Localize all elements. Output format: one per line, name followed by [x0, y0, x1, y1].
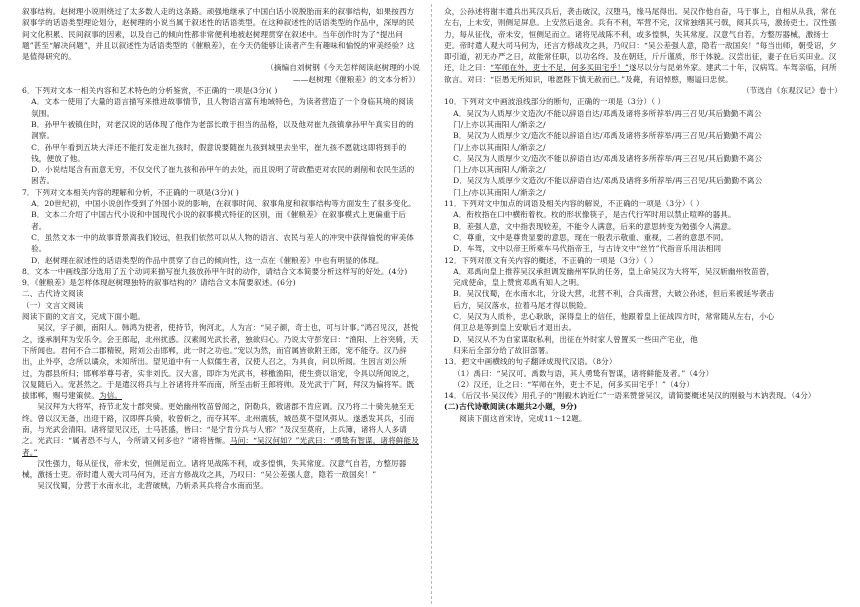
right-column [444, 6, 842, 604]
section-2-heading: 二、古代诗文阅读 [22, 289, 84, 299]
q7-option-b: B．文本二介绍了中国古代小说和中国现代小说的叙事模式特征的区别，而《催粮差》在叙事模式上更偏重于后者。 [31, 210, 407, 231]
classical-text-p2-body: 吴汉拜为大将军，持节北发十郡突骑。更始幽州牧苗曾闻之，阴勒兵，敕诸郡不肯应调。汉乃将二十骑先驰至无终。曾以汉无备，出迎于路，汉即挥兵骑，收曾斩之，而夺其军。北州震骇，城邑莫不望风弭从。遂悉发其兵，引而南，与光武会清阳。诸将望见汉还，士马甚盛，皆曰：“是宁肯分兵与人邪？”及汉至莫府，上兵簿，诸将人人多请之。光武曰：“属者恐不与人，今所请又何多也？”诸将皆惭。 [22, 402, 415, 446]
q12-option-a-line1: A．邓禹向皇上推荐吴汉承担调发幽州军队的任务，皇上命吴汉为大将军，吴汉斩幽州牧苗曾， [453, 266, 775, 276]
question-10: 10．下列对文中画波浪线部分的断句，正确的一项是（3分）（ ） [444, 97, 666, 107]
q12-option-b-line1: B．吴汉伐蜀，在水南水北，分设大营，北营不利，合兵南营，大破公孙述，但后来被延岑袭击 [453, 289, 775, 299]
q10-option-b-line2: 门/上亦以其南阳人/渐亲之/ [453, 142, 546, 152]
q12-option-c-line2: 伺卫总是等到皇上安歇后才退出去。 [453, 323, 577, 333]
question-12: 12．下列对原文有关内容的概述，不正确的一项是（3分）（ ） [444, 255, 658, 265]
classical-text-continued [444, 6, 842, 85]
q7-option-c: C．虽然文本一中的故事背景离我们较远，但我们依然可以从人物的语言、农民与差人的冲突中获得愉悦的审美体验。 [31, 232, 415, 254]
source-note-line2: ——赵树理《催粮差》的文本分析》） [293, 74, 420, 84]
q10-option-d-line2: 门上/亦以其南阳人/渐亲之/ [453, 187, 546, 197]
q11-option-c: C．尊重，文中是尊贵显要的意思，现在一般表示敬重、重视，二者的意思不同。 [453, 232, 729, 242]
classical-text-p2 [22, 401, 420, 457]
q6-option-c: C．孙甲午看到五块大洋还不能打发走崔九孩时，假意说要随崔九孩到城里去坐牢，崔九孩不愿就这即将到手的钱，便放了他。 [31, 142, 407, 163]
q6-option-a: A．文本一使用了大量的语言描写来推进故事情节，且人物语言富有地域特色，为读者营造了一个身临其境的阅读氛围。 [31, 97, 414, 118]
q10-option-c-line2: 门上/亦以其南阳人/渐亲之/ [453, 165, 546, 175]
column-divider [431, 4, 432, 604]
classical-text-p3: 汉性强力，每从征伐，帝未安，恒侧足而立。诸将见战陈不利，或多惶惧，失其常度。汉意气自若，方整厉器械，激扬士吏。帝时遣人观大司马何为，还言方修战攻之具，乃叹曰：“吴公差强人意，隐若一敌国矣！” [22, 458, 407, 480]
classical-text-cont-end: 遂尽以分与昆弟外家。建武二十年，汉病笃。车驾亲临，问所欲言。对曰：“臣愚无所知识，唯愿陛下慎无赦而已。”及薨，有诏悼愍，赐谥曰忠侯。 [444, 63, 837, 84]
q6-option-d: D．小说结尾含有而意无穷，不仅交代了崔九孩和孙甲午的去处，而且说明了苛政酷吏对农民的剥削和农民生活的困苦。 [31, 165, 415, 186]
q11-option-a: A．衔枚指在口中横衔着枚。枚的形状像筷子，是古代行军时用以禁止喧哗的器具。 [453, 210, 736, 220]
question-9: 9．《催粮差》是怎样体现赵树理独特的叙事结构的？请结合文本简要叙述。(6分) [22, 278, 296, 288]
q7-option-a: A．20世纪初，中国小说创作受到了外国小说的影响，在叙事时间、叙事角度和叙事结构等方面发生了很多变化。 [31, 199, 416, 209]
q7-option-d: D．赵树理在叙述性的话语类型的作品中贯穿了自己的倾向性，这一点在《催粮差》中也有明显的体现。 [31, 255, 384, 265]
essay-ending: 叙事结构。赵树理小说则绕过了太多数人走的这条路。顽强地继承了中国白话小说脱胎而来的叙事结构，如果按西方叙事学的话语类型理论划分，赵树理的小说当属于叙述性的话语类型。在这种叙述性的话语类型的作品中，深厚的民间文化积累、民间叙事的因素，以及自己的倾向性都非常便利地被赵树理贯穿在叙述中。当年创作时为了“提出问题”甚至“解决问题”，并且以叙述性为话语类型的《催粮差》，在今天仍能够让读者产生有趣味和愉悦的审美经验？这是值得研究的。 [22, 7, 415, 62]
question-11: 11．下列对文中加点的词语及相关内容的解说，不正确的一项是（3分）（ ） [444, 199, 704, 209]
source-note-line1: （摘编自刘树钢《今天怎样阅读赵树理的小说 [266, 63, 420, 73]
classical-text-p2-underline: 马问：“吴汉何如？”光武曰：“勇鸷有智谋，诸将鲜能及者。” [22, 436, 419, 457]
section-2b-heading: (二)古代诗歌阅读(本题共2小题，9分) [444, 402, 578, 412]
classical-text-p1-body: 吴汉，字子颜，南阳人。韩鸿为使者，使持节，徇河北，人为言：“吴子颜，奇士也，可与计事。”鸿召见汉，甚悦之，遂承制拜为安乐令。会王郎起，北州扰惑。汉素闻光武长者，独欲归心。乃说太守彭宠曰：“渔阳、上谷突骑，天下所闻也。君何不合二郡精锐，附刘公击邯郸，此一时之功也。”宠以为然，而官属皆欲附王郎，宠不能夺。汉乃辞出，止外亭，念所以谲众，未知所出。望见道中有一人似儒生者，汉使人召之，为具食，问以所闻。生因言刘公所过，为郡县所归；邯郸举尊号者，实非刘氏。汉大喜，即诈为光武书，移檄渔阳，使生赍以诣宠，令具以所闻说之，汉复随后入。宠甚然之。于是遣汉将兵与上谷诸将并军而南，所至击斩王郎将帅。及光武于广阿，拜汉为偏将军。既拔邯郸，赐号建策侯。 [22, 323, 419, 401]
q10-option-c-line1: C．吴汉为人质厚少文/造次不能以辞语自达/邓禹及诸将多所荐举/再三召见/其后勤勤不离公 [453, 153, 763, 163]
q10-option-d-line1: D．吴汉为人质厚少文造次/不能以辞语自达/邓禹及诸将多所荐举/再三召见/其后勤勤不离公 [453, 176, 763, 186]
q13-part-2: （2）汉还，让之曰：“军师在外，吏士不足，何多买田宅乎！”（4分） [453, 379, 695, 389]
q10-option-a-line2: 门/上亦以其南阳人/渐亲之/ [453, 119, 546, 129]
classical-text-cont-underline: “军师在外，吏士不足，何多买田宅乎！” [490, 63, 629, 73]
left-column [22, 6, 420, 604]
question-14: 14．《后汉书·吴汉传》用孔子的“刚毅木讷近仁”一语来赞誉吴汉，请简要概述吴汉的刚毅与木讷表现。（4分） [444, 391, 816, 401]
q12-option-c-line1: C．吴汉为人质朴，忠心耿耿，深得皇上的信任，他跟着皇上征战四方时，常常随从左右，小心 [453, 312, 775, 322]
q12-option-d-line2: 归来后全部分给了故旧部署。 [453, 345, 554, 355]
classical-text-p4: 吴汉伐蜀，分营于水南水北，北营破贼，乃斩杀其兵将合水南而坚。 [37, 481, 268, 491]
reading-instruction: 阅读下面的文言文，完成下面小题。 [22, 312, 146, 322]
poetry-instruction: 阅读下面这首宋诗，完成11～12题。 [459, 413, 587, 423]
q6-option-b: B．孙甲午被镇住时，对老汉说的话体现了他作为老部长敢于担当的品格，以及他对崔九孩镇拿孙甲午真实目的的洞察。 [31, 119, 414, 141]
question-6: 6．下列对文本一相关内容和艺术特色的分析鉴赏，不正确的一项是(3分)( ) [22, 86, 278, 96]
q13-part-1: （1）禹曰：“吴汉可。禹数与语，其人勇鸷有智谋，诸将鲜能及者。”（4分） [453, 368, 714, 378]
question-8: 8．文本一中画线部分选用了五个动词来描写崔九孩放孙甲午时的动作，请结合文本简要分析这样写的好处。(4分) [22, 266, 408, 276]
q10-option-b-line1: B．吴汉为人质厚少文/造次不能以辞语自达/邓禹及诸将多所荐举/再三召见/其后勤勤不离公 [453, 131, 762, 141]
q10-option-a-line1: A．吴汉为人质厚少文造次/不能以辞语自达/邓禹及诸将多所荐举/再三召见/其后勤勤不离公 [453, 108, 762, 118]
classical-text-p1 [22, 322, 420, 401]
q11-option-b: B．差强人意，文中指表现较差，不能令人满意，后来的意思转变为勉强令人满意。 [453, 221, 736, 231]
question-13: 13．把文中画横线的句子翻译成现代汉语。（8分） [444, 357, 617, 367]
section-2a-heading: （一）文言文阅读 [22, 300, 84, 310]
q12-option-d-line1: D．吴汉从不为自家谋取私利，出征在外时家人曾置买一些田产宅业，他 [453, 334, 698, 344]
classical-text-p1-underline: 为信。 [98, 391, 123, 401]
q12-option-a-line2: 完成使命，皇上赞赏邓禹有知人之明。 [453, 278, 584, 288]
question-7: 7．下列对文本相关内容的理解和分析，不正确的一项是(3分)( ) [22, 187, 239, 197]
classical-source: （节选自《东观汉记》卷十） [741, 86, 842, 96]
q12-option-b-line2: 后方，吴汉落水，拉着马尾才得以脱险。 [453, 300, 592, 310]
classical-text-cont-body: 众，公孙述将谢丰遣兵出其汉兵后，袭击破汉，汉堕马，缘马尾得出。吴汉作他自奋，马于事上，自相从从我，常在左右，上未安，则侧足屏息。上安然后退舍。兵有不利，军营不完，汉常独缮其弓戟，阅其兵马，激扬吏士。汉性强力，每从征伐，帝未安，恒侧足而立。诸将见战陈不利，或多惶惧，失其常度。汉意气自若，方整厉器械，激扬士吏。帝时遣人观大司马何为，还言方修战攻之具，乃叹曰：“吴公差强人意，隐若一敌国矣！”每当出师，朝受诏，夕即引道，初无办严之日，故能常任职，以功名终。及在朝廷，斤斤谨质，形于体貌。汉尝出征，妻子在后买田业。汉还，让之曰： [444, 7, 837, 73]
q11-option-d: D．车驾，文中以帝王所乘车马代指帝王，与古诗文中“丝竹”代指音乐用法相同 [453, 244, 722, 254]
